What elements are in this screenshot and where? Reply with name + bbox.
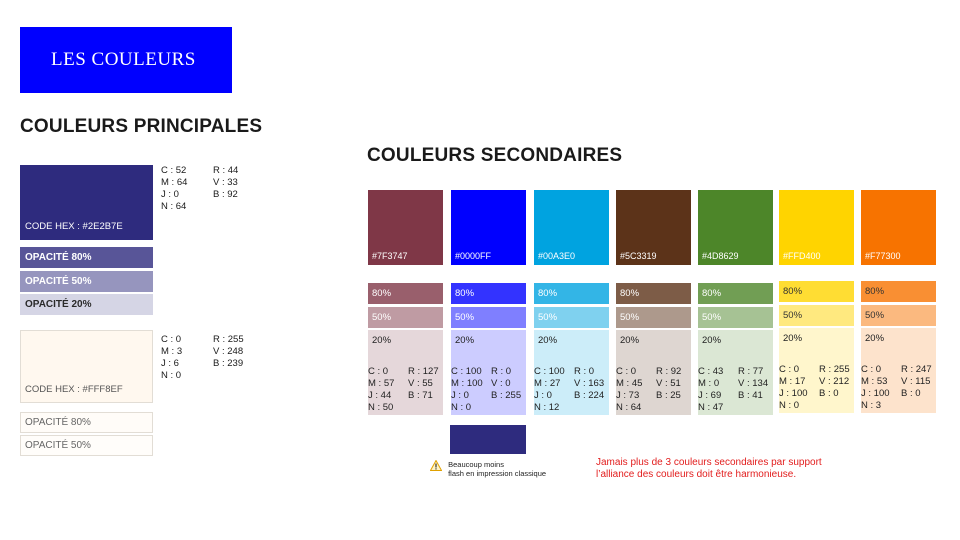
- navy-m: M : 64: [161, 177, 188, 188]
- usage-note-line2: l’alliance des couleurs doit être harmonieuse.: [596, 469, 797, 480]
- navy-opacity-50: OPACITÉ 50%: [20, 271, 153, 292]
- sec-cmyk-2: [534, 366, 565, 414]
- sec-rvb-3: [656, 366, 681, 402]
- sec-n-4: N : 47: [698, 402, 724, 413]
- warning-line2: flash en impression classique: [448, 469, 547, 478]
- sec-opacity-50-6: 50%: [861, 305, 936, 326]
- navy-v: V : 33: [213, 177, 238, 188]
- heading-principales: COULEURS PRINCIPALES: [20, 116, 263, 137]
- sec-m-5: M : 17: [779, 376, 806, 387]
- sec-swatch-3: [616, 190, 691, 265]
- sec-m-6: M : 53: [861, 376, 888, 387]
- navy-hex-label: CODE HEX : #2E2B7E: [25, 221, 123, 232]
- cream-hex-label: CODE HEX : #FFF8EF: [25, 384, 123, 395]
- usage-note-line1: Jamais plus de 3 couleurs secondaires par support: [596, 457, 822, 468]
- sec-opacity-50-3: 50%: [616, 307, 691, 328]
- sec-r-0: R : 127: [408, 366, 439, 377]
- sec-c-1: C : 100: [451, 366, 482, 377]
- navy-swatch: [20, 165, 153, 240]
- sec-cmyk-6: [861, 364, 890, 412]
- sec-opacity-20-3: 20% C : 0 M : 45 J : 73 N : 64 R : 92 V : 51 B : 25: [616, 330, 691, 415]
- sec-cmyk-4: [698, 366, 723, 414]
- sec-r-2: R : 0: [574, 366, 595, 377]
- sec-r-4: R : 77: [738, 366, 764, 377]
- sec-m-0: M : 57: [368, 378, 395, 389]
- navy-small-swatch: [450, 425, 526, 454]
- cream-opacity-50: OPACITÉ 50%: [20, 435, 153, 456]
- sec-opacity-50-5: 50%: [779, 305, 854, 326]
- sec-j-3: J : 73: [616, 390, 640, 401]
- sec-b-3: B : 25: [656, 390, 681, 401]
- sec-v-0: V : 55: [408, 378, 433, 389]
- sec-j-5: J : 100: [779, 388, 808, 399]
- sec-rvb-0: [408, 366, 439, 402]
- sec-m-1: M : 100: [451, 378, 483, 389]
- sec-r-3: R : 92: [656, 366, 682, 377]
- sec-c-5: C : 0: [779, 364, 800, 375]
- sec-opacity-80-2: 80%: [534, 283, 609, 304]
- sec-opacity-80-1: 80%: [451, 283, 526, 304]
- navy-opacity-20: OPACITÉ 20%: [20, 294, 153, 315]
- cream-c: C : 0: [161, 334, 182, 345]
- sec-v-6: V : 115: [901, 376, 931, 387]
- cream-b: B : 239: [213, 358, 244, 369]
- warning-line1: Beaucoup moins: [448, 460, 504, 469]
- sec-b-0: B : 71: [408, 390, 433, 401]
- sec-v-3: V : 51: [656, 378, 681, 389]
- navy-cmyk: [161, 165, 187, 213]
- sec-hex-label-2: #00A3E0: [538, 251, 576, 261]
- sec-b-4: B : 41: [738, 390, 763, 401]
- sec-n-3: N : 64: [616, 402, 642, 413]
- sec-b-1: B : 255: [491, 390, 522, 401]
- sec-swatch-6: [861, 190, 936, 265]
- sec-opacity-20-5: 20% C : 0 M : 17 J : 100 N : 0 R : 255 V : 212 B : 0: [779, 328, 854, 413]
- cream-m: M : 3: [161, 346, 183, 357]
- sec-opacity-20-1: 20% C : 100 M : 100 J : 0 N : 0 R : 0 V : 0 B : 255: [451, 330, 526, 415]
- sec-c-4: C : 43: [698, 366, 724, 377]
- sec-v-5: V : 212: [819, 376, 850, 387]
- sec-v-2: V : 163: [574, 378, 605, 389]
- navy-n: N : 64: [161, 201, 187, 212]
- sec-opacity-50-1: 50%: [451, 307, 526, 328]
- sec-c-2: C : 100: [534, 366, 565, 377]
- sec-swatch-1: [451, 190, 526, 265]
- sec-r-1: R : 0: [491, 366, 512, 377]
- sec-cmyk-0: [368, 366, 394, 414]
- sec-hex-label-4: #4D8629: [702, 251, 739, 261]
- cream-opacity-80: OPACITÉ 80%: [20, 412, 153, 433]
- sec-rvb-2: [574, 366, 604, 402]
- sec-cmyk-5: [779, 364, 808, 412]
- sec-opacity-20-4: 20% C : 43 M : 0 J : 69 N : 47 R : 77 V : 134 B : 41: [698, 330, 773, 415]
- sec-m-4: M : 0: [698, 378, 720, 389]
- sec-hex-label-0: #7F3747: [372, 251, 408, 261]
- cream-j: J : 6: [161, 358, 179, 369]
- page-title: LES COULEURS: [51, 49, 196, 70]
- cream-cmyk: [161, 334, 182, 382]
- usage-note: [596, 457, 822, 481]
- sec-b-6: B : 0: [901, 388, 921, 399]
- sec-opacity-80-3: 80%: [616, 283, 691, 304]
- cream-swatch: [20, 330, 153, 403]
- sec-swatch-0: [368, 190, 443, 265]
- sec-hex-label-6: #F77300: [865, 251, 901, 261]
- sec-n-5: N : 0: [779, 400, 800, 411]
- sec-v-1: V : 0: [491, 378, 511, 389]
- sec-opacity-20-0: 20% C : 0 M : 57 J : 44 N : 50 R : 127 V : 55 B : 71: [368, 330, 443, 415]
- warning-note: [430, 460, 546, 478]
- sec-r-6: R : 247: [901, 364, 932, 375]
- sec-j-1: J : 0: [451, 390, 469, 401]
- sec-opacity-80-5: 80%: [779, 281, 854, 302]
- sec-rvb-4: [738, 366, 768, 402]
- navy-j: J : 0: [161, 189, 179, 200]
- sec-m-3: M : 45: [616, 378, 643, 389]
- navy-rvb: [213, 165, 238, 201]
- sec-opacity-50-4: 50%: [698, 307, 773, 328]
- sec-cmyk-1: [451, 366, 483, 414]
- cream-rvb: [213, 334, 244, 370]
- sec-n-0: N : 50: [368, 402, 394, 413]
- sec-j-0: J : 44: [368, 390, 392, 401]
- sec-n-2: N : 12: [534, 402, 560, 413]
- sec-c-3: C : 0: [616, 366, 637, 377]
- sec-b-5: B : 0: [819, 388, 839, 399]
- navy-c: C : 52: [161, 165, 187, 176]
- title-banner: [20, 27, 232, 93]
- sec-hex-label-5: #FFD400: [783, 251, 821, 261]
- sec-opacity-20-2: 20% C : 100 M : 27 J : 0 N : 12 R : 0 V : 163 B : 224: [534, 330, 609, 415]
- sec-j-6: J : 100: [861, 388, 890, 399]
- sec-v-4: V : 134: [738, 378, 769, 389]
- navy-r: R : 44: [213, 165, 239, 176]
- sec-n-6: N : 3: [861, 400, 882, 411]
- sec-rvb-1: [491, 366, 521, 402]
- sec-r-5: R : 255: [819, 364, 850, 375]
- sec-c-0: C : 0: [368, 366, 389, 377]
- sec-opacity-20-6: 20% C : 0 M : 53 J : 100 N : 3 R : 247 V : 115 B : 0: [861, 328, 936, 413]
- sec-opacity-80-0: 80%: [368, 283, 443, 304]
- sec-j-2: J : 0: [534, 390, 552, 401]
- heading-secondaires: COULEURS SECONDAIRES: [367, 145, 623, 166]
- sec-opacity-50-2: 50%: [534, 307, 609, 328]
- sec-swatch-4: [698, 190, 773, 265]
- sec-opacity-80-6: 80%: [861, 281, 936, 302]
- sec-hex-label-3: #5C3319: [620, 251, 657, 261]
- sec-rvb-6: [901, 364, 932, 400]
- cream-v: V : 248: [213, 346, 244, 357]
- cream-n: N : 0: [161, 370, 182, 381]
- sec-swatch-2: [534, 190, 609, 265]
- sec-hex-label-1: #0000FF: [455, 251, 492, 261]
- sec-opacity-80-4: 80%: [698, 283, 773, 304]
- sec-c-6: C : 0: [861, 364, 882, 375]
- sec-rvb-5: [819, 364, 850, 400]
- navy-opacity-80: OPACITÉ 80%: [20, 247, 153, 268]
- navy-b: B : 92: [213, 189, 238, 200]
- warning-icon: [430, 460, 442, 471]
- sec-b-2: B : 224: [574, 390, 605, 401]
- cream-r: R : 255: [213, 334, 244, 345]
- sec-opacity-50-0: 50%: [368, 307, 443, 328]
- sec-swatch-5: [779, 190, 854, 265]
- sec-j-4: J : 69: [698, 390, 722, 401]
- sec-cmyk-3: [616, 366, 642, 414]
- sec-n-1: N : 0: [451, 402, 472, 413]
- sec-m-2: M : 27: [534, 378, 561, 389]
